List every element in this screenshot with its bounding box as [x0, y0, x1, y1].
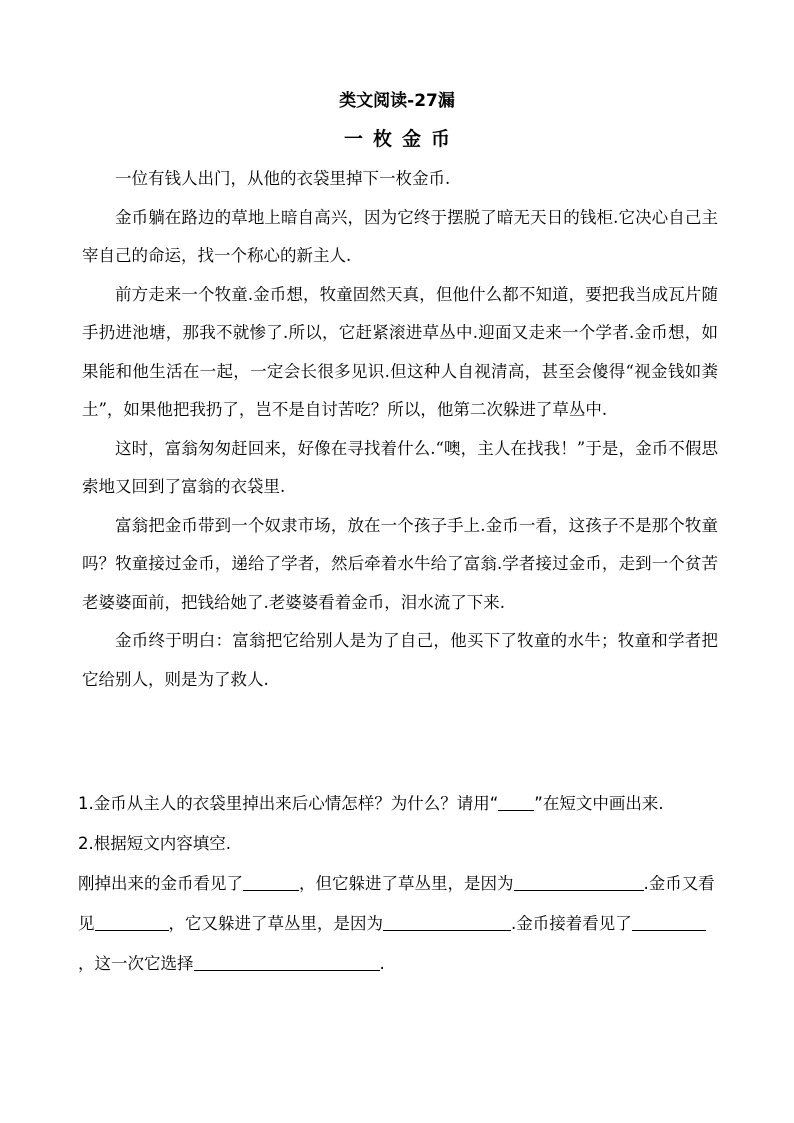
q2-blank-5[interactable] — [632, 914, 706, 932]
q2-blank-4[interactable] — [383, 914, 511, 932]
q2-seg-5: .金币接着看见了 — [511, 914, 632, 933]
q2-seg-4: ，它又躲进了草丛里，是因为 — [168, 914, 383, 933]
q2-seg-7: . — [379, 954, 385, 973]
story-paragraph-5: 富翁把金币带到一个奴隶市场，放在一个孩子手上.金币一看，这孩子不是那个牧童吗？牧童接过金币，递给了学者，然后牵着水牛给了富翁.学者接过金币，走到一个贫苦老婆婆面前，把钱给她了.老婆婆看着金币，泪水流了下来. — [82, 515, 718, 612]
story-body — [82, 160, 718, 699]
q2-blank-6[interactable] — [194, 954, 380, 972]
question-1 — [78, 784, 720, 824]
story-paragraph-6: 金币终于明白：富翁把它给别人是为了自己，他买下了牧童的水牛；牧童和学者把它给别人，则是为了救人. — [82, 631, 718, 689]
story-title: 一枚金币 — [343, 128, 460, 150]
q2-seg-2: ，但它躲进了草丛里，是因为 — [299, 874, 514, 893]
question-1-blank[interactable] — [498, 794, 534, 812]
story-paragraph-1: 一位有钱人出门，从他的衣袋里掉下一枚金币. — [115, 169, 451, 188]
question-section — [78, 784, 720, 984]
q2-seg-3: .金币又看见 — [78, 874, 715, 933]
story-paragraph-2: 金币躺在路边的草地上暗自高兴，因为它终于摆脱了暗无天日的钱柜.它决心自己主宰自己的命运，找一个称心的新主人. — [82, 207, 718, 265]
question-2-title: 2.根据短文内容填空. — [78, 834, 231, 853]
series-title: 类文阅读-27漏 — [339, 91, 455, 111]
question-1-text-after: ”在短文中画出来. — [534, 794, 664, 813]
q2-blank-2[interactable] — [514, 874, 644, 892]
question-2-fill — [78, 864, 720, 984]
story-paragraph-4: 这时，富翁匆匆赶回来，好像在寻找着什么.“噢，主人在找我！”于是，金币不假思索地又回到了富翁的衣袋里. — [82, 438, 718, 496]
q2-blank-1[interactable] — [243, 874, 299, 892]
q2-seg-1: 刚掉出来的金币看见了 — [78, 874, 243, 893]
question-1-text-before: 1.金币从主人的衣袋里掉出来后心情怎样？为什么？请用“ — [78, 794, 499, 813]
q2-blank-3[interactable] — [95, 914, 169, 932]
story-paragraph-3: 前方走来一个牧童.金币想，牧童固然天真，但他什么都不知道，要把我当成瓦片随手扔进池塘，那我不就惨了.所以，它赶紧滚进草丛中.迎面又走来一个学者.金币想，如果能和他生活在一起，一定会长很多见识.但这种人自视清高，甚至会傻得“视金钱如粪土”，如果他把我扔了，岂不是自讨苦吃？所以，他第二次躲进了草丛中. — [82, 284, 718, 419]
q2-seg-6: ，这一次它选择 — [78, 954, 194, 973]
